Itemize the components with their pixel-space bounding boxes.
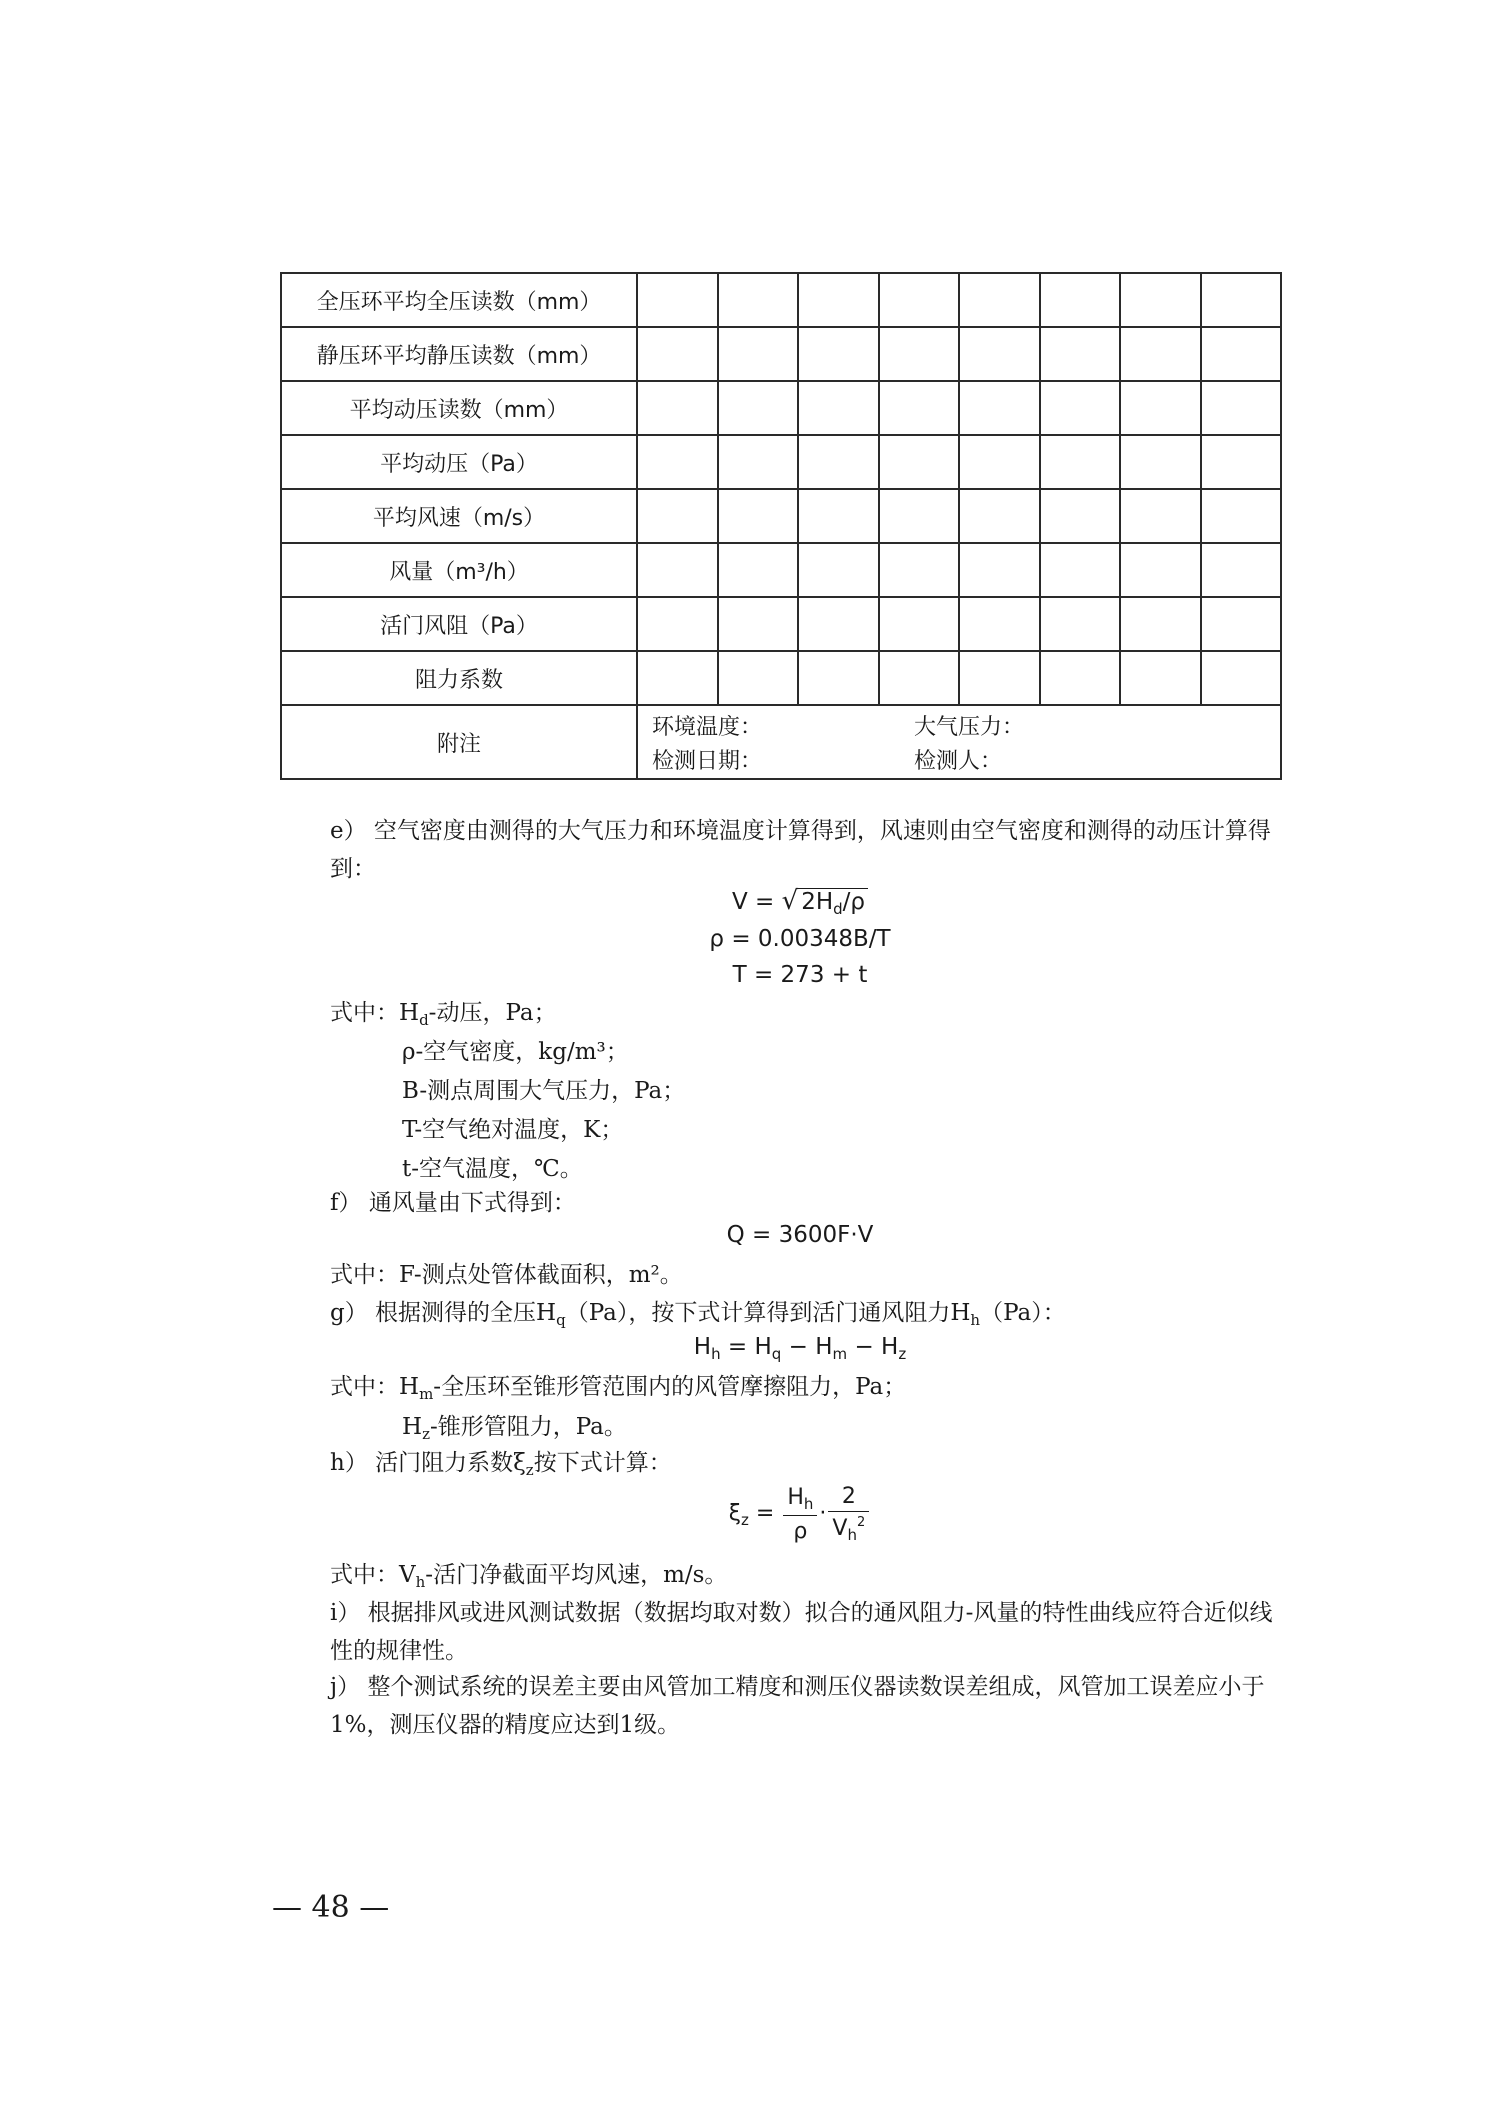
- formula-valve-resistance: $H_h = H_q - H_m - H_z$: [693, 1334, 907, 1363]
- empty-data-cell: [1120, 273, 1201, 327]
- empty-data-cell: [959, 327, 1040, 381]
- empty-data-cell: [637, 651, 718, 705]
- table-row: [281, 327, 1281, 381]
- note-field: 检测人：: [914, 749, 1003, 774]
- empty-data-cell: [1120, 327, 1201, 381]
- empty-data-cell: [1040, 651, 1121, 705]
- table-row: [281, 543, 1281, 597]
- empty-data-cell: [1201, 543, 1282, 597]
- table-row: [281, 381, 1281, 435]
- paragraph-e-text: e） 空气密度由测得的大气压力和环境温度计算得到，风速则由空气密度和测得的动压计算得到：: [330, 818, 1271, 882]
- empty-data-cell: [1120, 543, 1201, 597]
- note-field: 大气压力：: [914, 715, 1025, 740]
- empty-data-cell: [1120, 651, 1201, 705]
- empty-data-cell: [879, 381, 960, 435]
- empty-data-cell: [1040, 327, 1121, 381]
- row-label: 平均动压读数（mm）: [281, 381, 637, 435]
- row-label: 活门风阻（Pa）: [281, 597, 637, 651]
- empty-data-cell: [798, 651, 879, 705]
- empty-data-cell: [879, 273, 960, 327]
- empty-data-cell: [959, 597, 1040, 651]
- empty-data-cell: [879, 597, 960, 651]
- where-g-line-1: 式中：$H_m-$全压环至锥形管范围内的风管摩擦阻力，Pa；: [330, 1374, 907, 1403]
- empty-data-cell: [959, 273, 1040, 327]
- empty-data-cell: [637, 489, 718, 543]
- empty-data-cell: [879, 435, 960, 489]
- empty-data-cell: [637, 435, 718, 489]
- paragraph-e: [330, 812, 1282, 888]
- test-record-table: [280, 272, 1282, 780]
- paragraph-g: g） 根据测得的全压$H_q(Pa)$，按下式计算得到活门通风阻力$H_h(Pa)$：: [330, 1300, 1066, 1329]
- paragraph-f: f） 通风量由下式得到：: [330, 1190, 576, 1216]
- empty-data-cell: [1120, 597, 1201, 651]
- row-label: 平均风速（m/s）: [281, 489, 637, 543]
- empty-data-cell: [1120, 489, 1201, 543]
- empty-data-cell: [879, 651, 960, 705]
- table-row: [281, 651, 1281, 705]
- empty-data-cell: [798, 597, 879, 651]
- where-e-line-3: B-测点周围大气压力，Pa；: [402, 1078, 686, 1104]
- empty-data-cell: [637, 381, 718, 435]
- where-f: 式中：F-测点处管体截面积，m²。: [330, 1262, 683, 1288]
- note-field: 检测日期：: [652, 749, 763, 774]
- page-number: — 48 —: [272, 1890, 390, 1925]
- row-label: 平均动压（Pa）: [281, 435, 637, 489]
- paragraph-h: h） 活门阻力系数$\xi_z$按下式计算：: [330, 1450, 672, 1479]
- empty-data-cell: [718, 489, 799, 543]
- empty-data-cell: [718, 381, 799, 435]
- empty-data-cell: [1201, 651, 1282, 705]
- note-label: 附注: [281, 705, 637, 779]
- empty-data-cell: [798, 381, 879, 435]
- empty-data-cell: [1201, 489, 1282, 543]
- table-row: [281, 489, 1281, 543]
- table-row: [281, 435, 1281, 489]
- formula-temperature: T = 273 + t: [732, 962, 868, 988]
- empty-data-cell: [718, 651, 799, 705]
- empty-data-cell: [959, 435, 1040, 489]
- row-label: 静压环平均静压读数（mm）: [281, 327, 637, 381]
- empty-data-cell: [1040, 489, 1121, 543]
- empty-data-cell: [1120, 435, 1201, 489]
- empty-data-cell: [1040, 597, 1121, 651]
- note-content: [637, 705, 1281, 779]
- formula-velocity: V = √ $2H_d/\rho$: [640, 886, 960, 918]
- row-label: 风量（m³/h）: [281, 543, 637, 597]
- where-h: 式中：$V_h-$活门净截面平均风速，m/s。: [330, 1562, 728, 1591]
- formula-air-density: ρ = 0.00348B/T: [709, 926, 891, 952]
- row-label: 阻力系数: [281, 651, 637, 705]
- note-field: 环境温度：: [652, 715, 763, 740]
- empty-data-cell: [1040, 381, 1121, 435]
- note-row: [281, 705, 1281, 779]
- empty-data-cell: [637, 273, 718, 327]
- empty-data-cell: [718, 597, 799, 651]
- formula-air-volume: Q = 3600F·V: [726, 1222, 874, 1248]
- empty-data-cell: [1040, 543, 1121, 597]
- empty-data-cell: [718, 435, 799, 489]
- empty-data-cell: [959, 489, 1040, 543]
- empty-data-cell: [1201, 597, 1282, 651]
- where-e-line-2: ρ-空气密度，kg/m³；: [402, 1039, 629, 1065]
- paragraph-j: j） 整个测试系统的误差主要由风管加工精度和测压仪器读数误差组成，风管加工误差应小于1%，测压仪器的精度应达到1级。: [330, 1674, 1265, 1738]
- empty-data-cell: [1201, 381, 1282, 435]
- where-e-line-4: T-空气绝对温度，K；: [402, 1117, 624, 1143]
- empty-data-cell: [1040, 273, 1121, 327]
- empty-data-cell: [879, 543, 960, 597]
- empty-data-cell: [959, 381, 1040, 435]
- table-row: [281, 597, 1281, 651]
- empty-data-cell: [959, 651, 1040, 705]
- where-g-line-2: $H_z-$锥形管阻力，Pa。: [402, 1414, 627, 1443]
- empty-data-cell: [1201, 273, 1282, 327]
- empty-data-cell: [798, 273, 879, 327]
- empty-data-cell: [1040, 435, 1121, 489]
- empty-data-cell: [718, 273, 799, 327]
- paragraph-i: i） 根据排风或进风测试数据（数据均取对数）拟合的通风阻力-风量的特性曲线应符合近似线性的规律性。: [330, 1600, 1273, 1664]
- where-e-line-1: 式中：$H_d-$动压，Pa；: [330, 1000, 557, 1029]
- empty-data-cell: [798, 489, 879, 543]
- formula-resistance-coefficient: $\xi_z$ = $\frac{H_h}{\rho}$ · $\frac{2}{V_h^2}$: [640, 1484, 960, 1544]
- empty-data-cell: [637, 543, 718, 597]
- empty-data-cell: [637, 597, 718, 651]
- empty-data-cell: [1201, 327, 1282, 381]
- empty-data-cell: [959, 543, 1040, 597]
- empty-data-cell: [879, 327, 960, 381]
- where-e-line-5: t-空气温度，℃。: [402, 1156, 583, 1182]
- empty-data-cell: [798, 327, 879, 381]
- empty-data-cell: [718, 543, 799, 597]
- empty-data-cell: [637, 327, 718, 381]
- empty-data-cell: [879, 489, 960, 543]
- empty-data-cell: [798, 435, 879, 489]
- empty-data-cell: [1201, 435, 1282, 489]
- table-row: [281, 273, 1281, 327]
- row-label: 全压环平均全压读数（mm）: [281, 273, 637, 327]
- empty-data-cell: [798, 543, 879, 597]
- empty-data-cell: [718, 327, 799, 381]
- empty-data-cell: [1120, 381, 1201, 435]
